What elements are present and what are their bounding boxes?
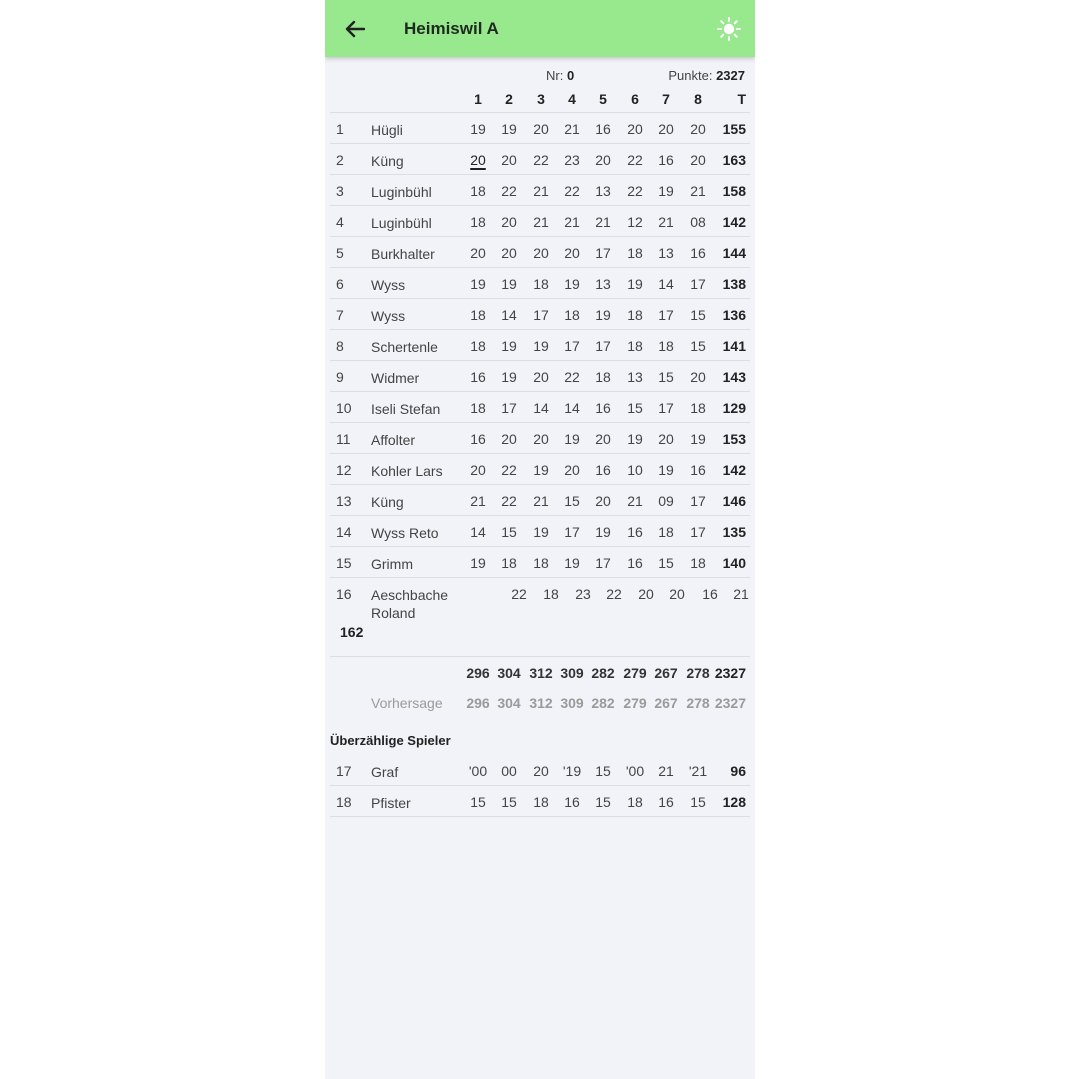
score-cell[interactable]: 14 xyxy=(533,400,549,416)
score-cell[interactable]: 22 xyxy=(501,183,517,199)
player-first-name: Widmer xyxy=(371,370,420,386)
table-row[interactable] xyxy=(330,786,750,817)
score-cell[interactable]: 17 xyxy=(690,524,706,540)
score-cell[interactable]: 20 xyxy=(690,121,706,137)
score-cell[interactable]: 23 xyxy=(564,152,580,168)
extra-players-heading: Überzählige Spieler xyxy=(330,733,451,748)
player-name xyxy=(371,555,461,573)
score-cell[interactable]: 22 xyxy=(627,152,643,168)
table-row[interactable] xyxy=(330,578,750,657)
score-cell[interactable]: 17 xyxy=(564,338,580,354)
score-cell[interactable]: 19 xyxy=(533,338,549,354)
score-cell[interactable]: 09 xyxy=(658,493,674,509)
score-cell[interactable]: 15 xyxy=(690,307,706,323)
score-cell[interactable]: 19 xyxy=(470,555,486,571)
score-cell[interactable]: 18 xyxy=(627,338,643,354)
score-cell[interactable]: 18 xyxy=(627,245,643,261)
back-button[interactable] xyxy=(344,18,366,40)
score-cell[interactable]: 19 xyxy=(470,121,486,137)
player-name xyxy=(371,524,461,542)
player-number: 15 xyxy=(336,555,352,571)
score-cell[interactable]: 18 xyxy=(470,400,486,416)
player-name xyxy=(371,586,461,622)
phone-screen xyxy=(325,0,755,1079)
player-number: 16 xyxy=(336,586,352,602)
player-total: 140 xyxy=(722,555,746,571)
score-cell[interactable]: 13 xyxy=(595,183,611,199)
player-total: 142 xyxy=(722,462,746,478)
arrow-left-icon xyxy=(345,20,365,38)
score-cell[interactable]: 21 xyxy=(533,214,549,230)
score-cell[interactable]: 17 xyxy=(658,307,674,323)
score-cell[interactable]: 22 xyxy=(511,586,527,602)
player-total: 144 xyxy=(722,245,746,261)
forecast-row xyxy=(330,687,750,717)
score-cell[interactable]: 16 xyxy=(595,121,611,137)
player-total: 158 xyxy=(722,183,746,199)
score-cell[interactable]: 20 xyxy=(501,214,517,230)
score-cell[interactable]: 20 xyxy=(501,245,517,261)
score-cell[interactable]: 21 xyxy=(470,493,486,509)
table-row[interactable] xyxy=(330,268,750,299)
player-first-name: Schertenle xyxy=(371,339,438,355)
score-cell[interactable]: 17 xyxy=(690,493,706,509)
score-cell[interactable]: 10 xyxy=(627,462,643,478)
table-row[interactable] xyxy=(330,423,750,454)
score-cell[interactable]: 21 xyxy=(564,214,580,230)
score-cell[interactable]: '19 xyxy=(562,763,582,779)
table-row[interactable] xyxy=(330,361,750,392)
score-cell[interactable]: 19 xyxy=(501,276,517,292)
forecast-value: 267 xyxy=(654,695,678,711)
player-name xyxy=(371,431,461,449)
table-row[interactable] xyxy=(330,237,750,268)
sum-total: 2327 xyxy=(714,665,746,681)
player-first-name: Wyss xyxy=(371,308,406,324)
score-cell[interactable]: 20 xyxy=(470,245,486,261)
score-cell[interactable]: 14 xyxy=(564,400,580,416)
score-cell[interactable]: 20 xyxy=(595,431,611,447)
score-cell[interactable]: 22 xyxy=(564,369,580,385)
table-row[interactable] xyxy=(330,547,750,578)
score-cell[interactable]: 20 xyxy=(501,431,517,447)
score-cell[interactable]: 20 xyxy=(627,121,643,137)
player-name xyxy=(371,245,461,263)
player-name xyxy=(371,152,461,170)
score-cell[interactable]: 20 xyxy=(564,245,580,261)
column-sum: 267 xyxy=(654,665,678,681)
player-number: 2 xyxy=(336,152,344,168)
score-cell[interactable]: 18 xyxy=(533,276,549,292)
player-name xyxy=(371,121,461,139)
score-cell[interactable]: '21 xyxy=(688,763,708,779)
score-cell[interactable]: 12 xyxy=(627,214,643,230)
table-row[interactable] xyxy=(330,516,750,547)
score-cell[interactable]: 20 xyxy=(638,586,654,602)
score-cell[interactable]: 18 xyxy=(627,307,643,323)
score-cell[interactable]: 18 xyxy=(470,214,486,230)
player-total: 163 xyxy=(722,152,746,168)
player-name xyxy=(371,276,461,294)
player-total: 138 xyxy=(722,276,746,292)
score-cell[interactable]: 17 xyxy=(595,245,611,261)
score-cell[interactable]: 16 xyxy=(658,152,674,168)
score-cell[interactable]: 22 xyxy=(606,586,622,602)
score-cell[interactable]: 20 xyxy=(690,152,706,168)
forecast-value: 309 xyxy=(560,695,584,711)
player-total: 153 xyxy=(722,431,746,447)
player-first-name: Grimm xyxy=(371,556,413,572)
score-cell[interactable]: 21 xyxy=(733,586,749,602)
score-cell[interactable]: 17 xyxy=(501,400,517,416)
score-cell[interactable]: 17 xyxy=(595,555,611,571)
score-cell[interactable]: 16 xyxy=(690,245,706,261)
score-cell[interactable]: 18 xyxy=(595,369,611,385)
score-cell[interactable]: 19 xyxy=(627,431,643,447)
table-row[interactable] xyxy=(330,113,750,144)
score-cell[interactable]: 20 xyxy=(533,369,549,385)
player-last-name: Roland xyxy=(371,605,416,621)
score-cell[interactable]: 19 xyxy=(501,121,517,137)
column-sum: 279 xyxy=(623,665,647,681)
score-cell[interactable]: 19 xyxy=(658,183,674,199)
score-cell[interactable]: 18 xyxy=(690,555,706,571)
score-cell[interactable]: 14 xyxy=(501,307,517,323)
score-cell[interactable]: 20 xyxy=(595,493,611,509)
score-cell[interactable]: 19 xyxy=(564,555,580,571)
player-first-name: Affolter xyxy=(371,432,416,448)
score-cell[interactable]: 15 xyxy=(658,555,674,571)
forecast-total: 2327 xyxy=(714,695,746,711)
score-cell[interactable]: 19 xyxy=(501,338,517,354)
score-cell[interactable]: 20 xyxy=(533,245,549,261)
player-total: 136 xyxy=(722,307,746,323)
score-cell[interactable]: 15 xyxy=(595,794,611,810)
score-cell[interactable]: 20 xyxy=(564,462,580,478)
column-header: 1 xyxy=(474,91,482,107)
score-cell[interactable]: 18 xyxy=(470,338,486,354)
table-row[interactable] xyxy=(330,454,750,485)
score-cell[interactable]: 19 xyxy=(501,369,517,385)
score-cell[interactable]: 21 xyxy=(690,183,706,199)
player-first-name: Küng xyxy=(371,153,404,169)
score-cell[interactable]: 20 xyxy=(658,121,674,137)
player-total: 162 xyxy=(340,624,364,640)
table-row[interactable] xyxy=(330,755,750,786)
page-title: Heimiswil A xyxy=(404,18,499,38)
player-first-name: Iseli Stefan xyxy=(371,401,441,417)
player-first-name: Luginbühl xyxy=(371,184,432,200)
player-total: 142 xyxy=(722,214,746,230)
player-first-name: Wyss xyxy=(371,277,406,293)
score-cell[interactable]: 20 xyxy=(690,369,706,385)
score-cell[interactable]: 22 xyxy=(564,183,580,199)
player-number: 11 xyxy=(336,431,351,447)
column-header: 5 xyxy=(599,91,607,107)
score-cell[interactable]: 16 xyxy=(595,400,611,416)
score-cell[interactable]: 22 xyxy=(501,462,517,478)
score-cell[interactable]: 18 xyxy=(690,400,706,416)
score-cell[interactable]: 18 xyxy=(470,307,486,323)
table-row[interactable] xyxy=(330,299,750,330)
score-cell[interactable]: '00 xyxy=(468,763,488,779)
score-cell[interactable]: 20 xyxy=(595,152,611,168)
column-sum: 296 xyxy=(466,665,490,681)
score-cell[interactable]: 16 xyxy=(702,586,718,602)
forecast-value: 279 xyxy=(623,695,647,711)
player-total: 155 xyxy=(722,121,746,137)
column-header: 3 xyxy=(537,91,545,107)
player-name xyxy=(371,338,461,356)
column-header-total: T xyxy=(737,91,746,107)
player-name xyxy=(371,400,461,418)
score-cell[interactable]: 16 xyxy=(627,524,643,540)
score-cell[interactable]: 20 xyxy=(501,152,517,168)
score-cell[interactable]: 20 xyxy=(658,431,674,447)
player-total: 143 xyxy=(722,369,746,385)
team-points: Punkte: 2327 xyxy=(668,68,745,83)
player-number: 8 xyxy=(336,338,344,354)
score-cell[interactable]: 14 xyxy=(658,276,674,292)
score-cell[interactable]: 13 xyxy=(658,245,674,261)
score-cell[interactable]: 20 xyxy=(470,462,486,478)
player-number: 3 xyxy=(336,183,344,199)
player-number: 10 xyxy=(336,400,352,416)
player-number: 7 xyxy=(336,307,344,323)
score-cell[interactable]: 21 xyxy=(533,493,549,509)
column-header: 7 xyxy=(662,91,670,107)
score-cell[interactable]: 15 xyxy=(470,794,486,810)
column-header: 6 xyxy=(631,91,639,107)
player-number: 1 xyxy=(336,121,344,137)
score-cell[interactable]: 18 xyxy=(627,794,643,810)
score-cell[interactable]: 20 xyxy=(470,152,486,168)
player-total: 96 xyxy=(730,763,746,779)
forecast-value: 312 xyxy=(529,695,553,711)
player-first-name: Graf xyxy=(371,764,399,780)
score-cell[interactable]: 19 xyxy=(627,276,643,292)
score-cell[interactable]: 18 xyxy=(564,307,580,323)
score-cell[interactable]: 19 xyxy=(533,524,549,540)
score-cell[interactable]: 17 xyxy=(658,400,674,416)
score-cell[interactable]: 21 xyxy=(658,763,674,779)
score-cell[interactable]: 15 xyxy=(690,794,706,810)
score-cell[interactable]: 16 xyxy=(658,794,674,810)
team-number: Nr: 0 xyxy=(546,68,575,83)
score-cell[interactable]: 16 xyxy=(627,555,643,571)
player-number: 13 xyxy=(336,493,352,509)
player-name xyxy=(371,183,461,201)
column-header: 2 xyxy=(505,91,513,107)
player-name xyxy=(371,214,461,232)
player-first-name: Aeschbache xyxy=(371,587,449,603)
column-sum: 278 xyxy=(686,665,710,681)
forecast-value: 296 xyxy=(466,695,490,711)
score-cell[interactable]: 19 xyxy=(564,276,580,292)
column-sum: 282 xyxy=(591,665,615,681)
score-cell[interactable]: 15 xyxy=(658,369,674,385)
score-cell[interactable]: 21 xyxy=(595,214,611,230)
score-cell[interactable]: 17 xyxy=(533,307,549,323)
score-cell[interactable]: 18 xyxy=(501,555,517,571)
player-name xyxy=(371,369,461,387)
forecast-value: 304 xyxy=(497,695,521,711)
player-first-name: Hügli xyxy=(371,122,403,138)
forecast-value: 278 xyxy=(686,695,710,711)
score-cell[interactable]: 13 xyxy=(595,276,611,292)
player-number: 4 xyxy=(336,214,344,230)
score-cell[interactable]: 14 xyxy=(470,524,486,540)
score-cell[interactable]: 15 xyxy=(564,493,580,509)
score-cell[interactable]: 19 xyxy=(690,431,706,447)
table-row[interactable] xyxy=(330,144,750,175)
app-bar xyxy=(325,0,755,57)
score-cell[interactable]: 18 xyxy=(658,338,674,354)
player-first-name: Küng xyxy=(371,494,404,510)
score-cell[interactable]: 16 xyxy=(564,794,580,810)
player-total: 135 xyxy=(722,524,746,540)
score-cell[interactable]: 00 xyxy=(501,763,517,779)
forecast-label: Vorhersage xyxy=(371,695,443,711)
player-name xyxy=(371,307,461,325)
table-row[interactable] xyxy=(330,330,750,361)
score-cell[interactable]: 17 xyxy=(564,524,580,540)
column-sum: 304 xyxy=(497,665,521,681)
score-cell[interactable]: 22 xyxy=(627,183,643,199)
score-cell[interactable]: 16 xyxy=(470,369,486,385)
player-first-name: Pfister xyxy=(371,795,411,811)
score-cell[interactable]: 21 xyxy=(627,493,643,509)
table-row[interactable] xyxy=(330,206,750,237)
score-cell[interactable]: 15 xyxy=(501,524,517,540)
table-row[interactable] xyxy=(330,392,750,423)
score-cell[interactable]: 18 xyxy=(533,555,549,571)
player-first-name: Burkhalter xyxy=(371,246,435,262)
player-first-name: Kohler Lars xyxy=(371,463,443,479)
score-cell[interactable]: 13 xyxy=(627,369,643,385)
table-row[interactable] xyxy=(330,175,750,206)
score-cell[interactable]: 15 xyxy=(627,400,643,416)
score-cell[interactable]: 21 xyxy=(658,214,674,230)
score-cell[interactable]: 15 xyxy=(690,338,706,354)
table-row[interactable] xyxy=(330,485,750,516)
player-number: 9 xyxy=(336,369,344,385)
score-cell[interactable]: '00 xyxy=(625,763,645,779)
player-number: 14 xyxy=(336,524,352,540)
player-first-name: Luginbühl xyxy=(371,215,432,231)
score-cell[interactable]: 20 xyxy=(533,763,549,779)
forecast-value: 282 xyxy=(591,695,615,711)
score-cell[interactable]: 18 xyxy=(543,586,559,602)
score-cell[interactable]: 22 xyxy=(501,493,517,509)
score-cell[interactable]: 19 xyxy=(470,276,486,292)
score-cell[interactable]: 16 xyxy=(690,462,706,478)
score-cell[interactable]: 08 xyxy=(690,214,706,230)
player-total: 141 xyxy=(722,338,746,354)
table-header xyxy=(330,87,750,113)
scores-table xyxy=(325,57,755,817)
score-cell[interactable]: 17 xyxy=(595,338,611,354)
player-name xyxy=(371,462,461,480)
player-name xyxy=(371,493,461,511)
player-name xyxy=(371,763,461,781)
score-cell[interactable]: 19 xyxy=(595,524,611,540)
score-cell[interactable]: 19 xyxy=(533,462,549,478)
player-total: 129 xyxy=(722,400,746,416)
score-cell[interactable]: 19 xyxy=(658,462,674,478)
team-meta xyxy=(330,57,750,87)
score-cell[interactable]: 17 xyxy=(690,276,706,292)
sum-row xyxy=(330,657,750,687)
score-cell[interactable]: 19 xyxy=(595,307,611,323)
score-cell[interactable]: 20 xyxy=(669,586,685,602)
score-cell[interactable]: 19 xyxy=(564,431,580,447)
score-cell[interactable]: 15 xyxy=(595,763,611,779)
score-cell[interactable]: 16 xyxy=(595,462,611,478)
score-cell[interactable]: 18 xyxy=(533,794,549,810)
score-cell[interactable]: 18 xyxy=(658,524,674,540)
column-header: 8 xyxy=(694,91,702,107)
score-cell[interactable]: 18 xyxy=(470,183,486,199)
player-name xyxy=(371,794,461,812)
player-number: 12 xyxy=(336,462,352,478)
score-cell[interactable]: 15 xyxy=(501,794,517,810)
player-total: 146 xyxy=(722,493,746,509)
player-number: 18 xyxy=(336,794,352,810)
score-cell[interactable]: 20 xyxy=(533,121,549,137)
player-number: 17 xyxy=(336,763,352,779)
score-cell[interactable]: 22 xyxy=(533,152,549,168)
player-number: 6 xyxy=(336,276,344,292)
score-cell[interactable]: 21 xyxy=(564,121,580,137)
player-first-name: Wyss Reto xyxy=(371,525,439,541)
column-header: 4 xyxy=(568,91,576,107)
column-sum: 312 xyxy=(529,665,553,681)
score-cell[interactable]: 23 xyxy=(575,586,591,602)
brightness-toggle-icon[interactable] xyxy=(716,16,742,42)
score-cell[interactable]: 20 xyxy=(533,431,549,447)
player-number: 5 xyxy=(336,245,344,261)
column-sum: 309 xyxy=(560,665,584,681)
score-cell[interactable]: 21 xyxy=(533,183,549,199)
player-total: 128 xyxy=(722,794,746,810)
score-cell[interactable]: 16 xyxy=(470,431,486,447)
